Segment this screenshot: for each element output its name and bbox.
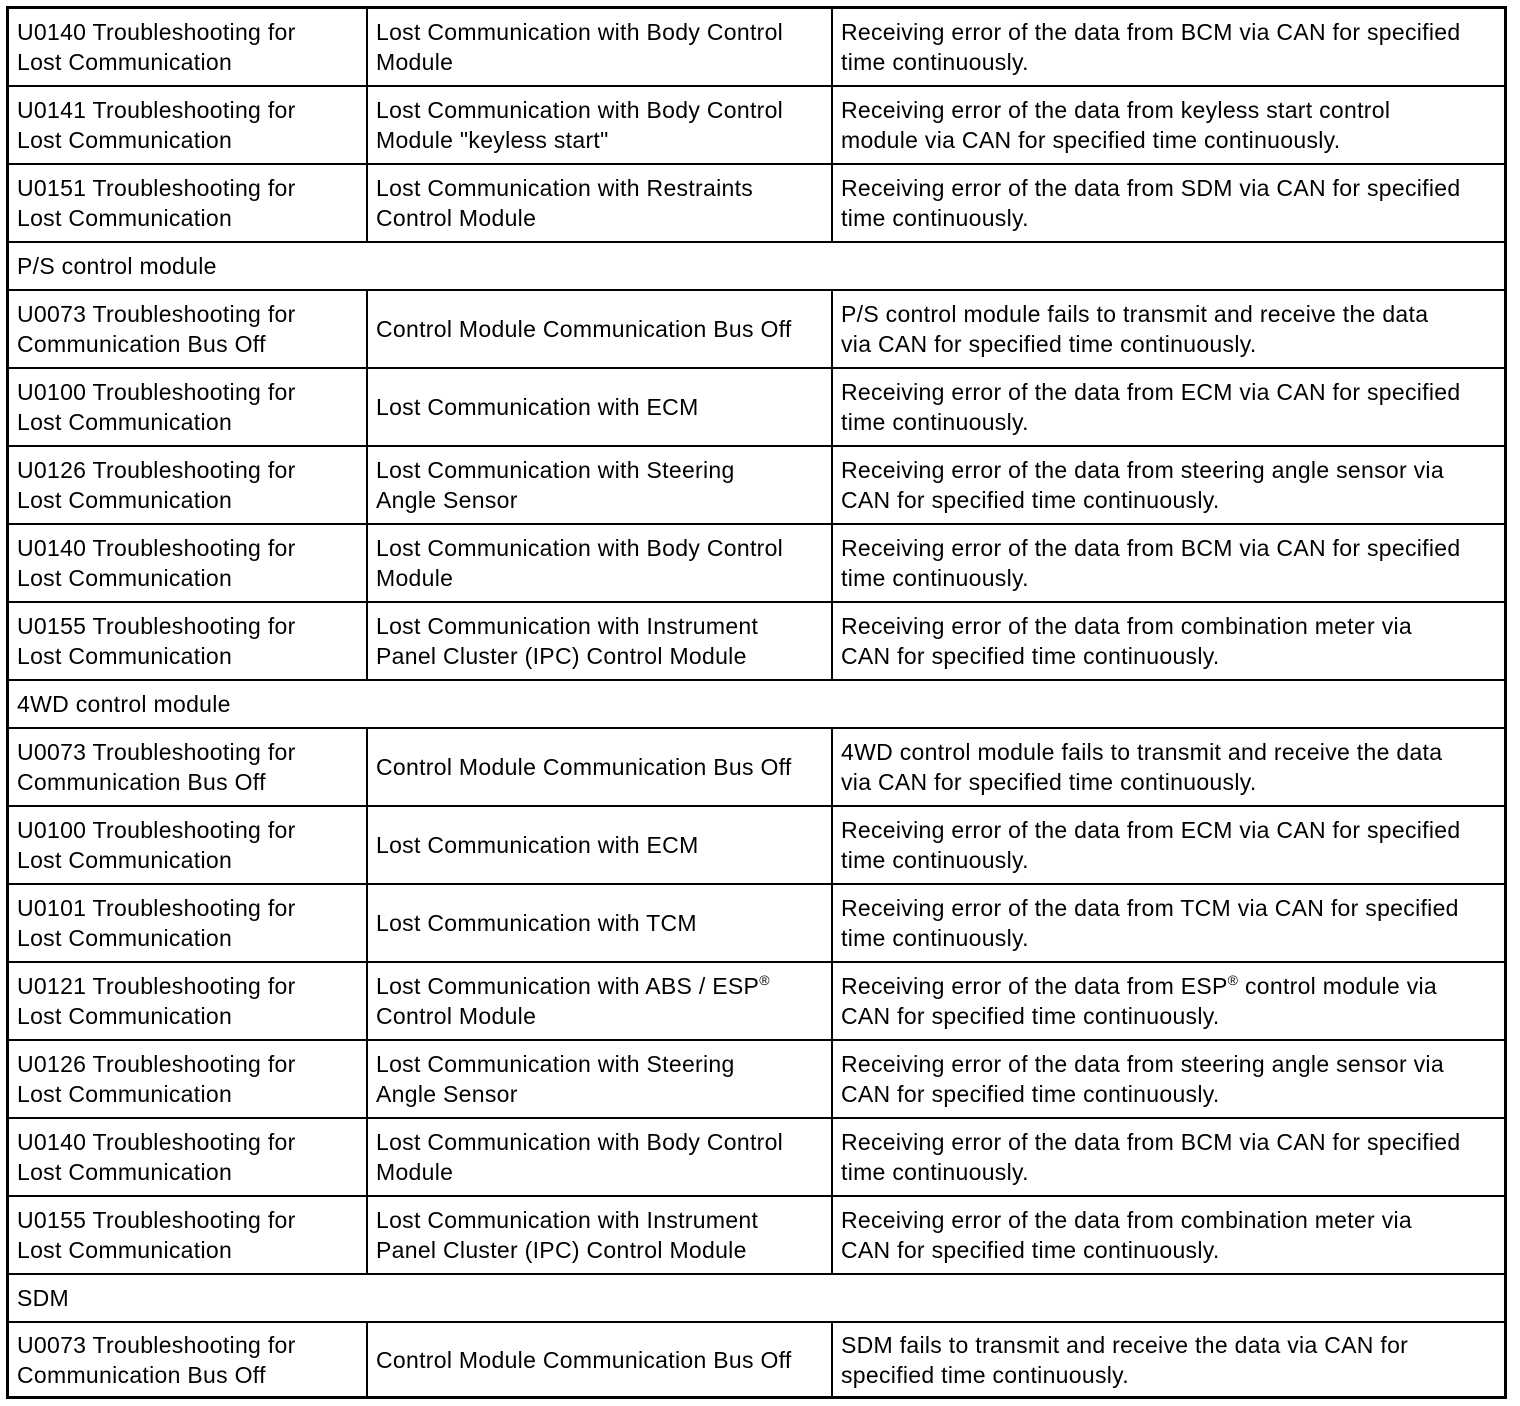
- dtc-condition: SDM fails to transmit and receive the data via CAN for specified time continuously.: [841, 1331, 1409, 1388]
- dtc-name: Control Module Communication Bus Off: [376, 316, 792, 342]
- table-row: [9, 729, 1504, 807]
- dtc-condition-cell: [833, 525, 1504, 601]
- dtc-condition-cell: [833, 1197, 1504, 1273]
- dtc-code-cell: [9, 291, 368, 367]
- dtc-condition: Receiving error of the data from TCM via CAN for specified time continuously.: [841, 895, 1459, 951]
- dtc-code-cell: [9, 963, 368, 1039]
- table-row: [9, 603, 1504, 681]
- dtc-condition-cell: [833, 807, 1504, 883]
- table-row: [9, 165, 1504, 243]
- dtc-condition-cell: [833, 1119, 1504, 1195]
- dtc-name: Lost Communication with ECM: [376, 832, 699, 858]
- dtc-code: U0121 Troubleshooting for Lost Communication: [17, 973, 296, 1029]
- dtc-name-cell: [368, 1323, 833, 1396]
- dtc-name: Control Module Communication Bus Off: [376, 1346, 792, 1373]
- dtc-code-cell: [9, 525, 368, 601]
- table-row: [9, 9, 1504, 87]
- group-header-row: [9, 243, 1504, 291]
- dtc-code: U0140 Troubleshooting for Lost Communication: [17, 19, 296, 75]
- dtc-code-cell: [9, 165, 368, 241]
- dtc-code: U0155 Troubleshooting for Lost Communication: [17, 613, 296, 669]
- table-row: [9, 369, 1504, 447]
- dtc-condition: Receiving error of the data from ESP® control module via CAN for specified time continuously.: [841, 972, 1438, 1029]
- dtc-name: Lost Communication with Body Control Module: [376, 1129, 784, 1185]
- dtc-code-cell: [9, 1197, 368, 1273]
- dtc-code: U0155 Troubleshooting for Lost Communication: [17, 1207, 296, 1263]
- dtc-condition: Receiving error of the data from ECM via CAN for specified time continuously.: [841, 817, 1461, 873]
- dtc-code-cell: [9, 87, 368, 163]
- dtc-code-cell: [9, 807, 368, 883]
- dtc-code-cell: [9, 1041, 368, 1117]
- table-row: [9, 807, 1504, 885]
- dtc-code: U0073 Troubleshooting for Communication Bus Off: [17, 1331, 296, 1388]
- dtc-condition: Receiving error of the data from steering angle sensor via CAN for specified time continuously.: [841, 457, 1444, 513]
- dtc-condition-cell: [833, 291, 1504, 367]
- table-row: [9, 447, 1504, 525]
- dtc-code-cell: [9, 729, 368, 805]
- dtc-condition: Receiving error of the data from BCM via CAN for specified time continuously.: [841, 19, 1461, 75]
- group-header-cell: [9, 1275, 1504, 1321]
- dtc-condition: 4WD control module fails to transmit and receive the data via CAN for specified time continuously.: [841, 739, 1443, 795]
- group-header-cell: [9, 243, 1504, 289]
- table-row: [9, 525, 1504, 603]
- dtc-name: Lost Communication with Body Control Module: [376, 535, 784, 591]
- dtc-condition-cell: [833, 9, 1504, 85]
- dtc-code: U0100 Troubleshooting for Lost Communication: [17, 817, 296, 873]
- dtc-name-cell: [368, 885, 833, 961]
- dtc-name: Lost Communication with Instrument Panel Cluster (IPC) Control Module: [376, 613, 759, 669]
- dtc-condition: Receiving error of the data from combination meter via CAN for specified time continuously.: [841, 613, 1413, 669]
- dtc-code: U0101 Troubleshooting for Lost Communication: [17, 895, 296, 951]
- group-label: P/S control module: [17, 253, 217, 279]
- dtc-name-cell: [368, 603, 833, 679]
- table-row: [9, 1323, 1504, 1396]
- dtc-table: [6, 6, 1507, 1399]
- dtc-name: Lost Communication with Body Control Module "keyless start": [376, 97, 784, 153]
- dtc-code: U0073 Troubleshooting for Communication Bus Off: [17, 301, 296, 357]
- table-row: [9, 885, 1504, 963]
- dtc-condition-cell: [833, 1323, 1504, 1396]
- dtc-condition: Receiving error of the data from steering angle sensor via CAN for specified time continuously.: [841, 1051, 1444, 1107]
- dtc-code-cell: [9, 369, 368, 445]
- dtc-name-cell: [368, 1119, 833, 1195]
- registered-mark: ®: [759, 972, 770, 988]
- dtc-code: U0126 Troubleshooting for Lost Communication: [17, 457, 296, 513]
- dtc-name: Lost Communication with Steering Angle Sensor: [376, 457, 735, 513]
- dtc-code: U0100 Troubleshooting for Lost Communication: [17, 379, 296, 435]
- registered-mark: ®: [1227, 972, 1239, 988]
- dtc-code-cell: [9, 447, 368, 523]
- dtc-code-cell: [9, 1323, 368, 1396]
- dtc-condition-cell: [833, 447, 1504, 523]
- dtc-code: U0073 Troubleshooting for Communication Bus Off: [17, 739, 296, 795]
- dtc-condition: Receiving error of the data from BCM via CAN for specified time continuously.: [841, 535, 1461, 591]
- dtc-condition-cell: [833, 963, 1504, 1039]
- dtc-name: Lost Communication with ABS / ESP® Control Module: [376, 972, 770, 1029]
- dtc-code: U0126 Troubleshooting for Lost Communication: [17, 1051, 296, 1107]
- dtc-code-cell: [9, 885, 368, 961]
- dtc-condition: Receiving error of the data from ECM via CAN for specified time continuously.: [841, 379, 1461, 435]
- table-row: [9, 87, 1504, 165]
- dtc-condition-cell: [833, 885, 1504, 961]
- table-row: [9, 963, 1504, 1041]
- dtc-code-cell: [9, 1119, 368, 1195]
- dtc-condition-cell: [833, 603, 1504, 679]
- dtc-name-cell: [368, 447, 833, 523]
- dtc-name-cell: [368, 87, 833, 163]
- dtc-condition: Receiving error of the data from SDM via CAN for specified time continuously.: [841, 175, 1461, 231]
- dtc-code-cell: [9, 9, 368, 85]
- dtc-condition: Receiving error of the data from keyless start control module via CAN for specified time continuously.: [841, 97, 1391, 153]
- dtc-name: Lost Communication with TCM: [376, 910, 697, 936]
- dtc-name: Lost Communication with Instrument Panel Cluster (IPC) Control Module: [376, 1207, 759, 1263]
- dtc-name: Lost Communication with Steering Angle Sensor: [376, 1051, 735, 1107]
- dtc-name: Lost Communication with ECM: [376, 394, 699, 420]
- dtc-code: U0140 Troubleshooting for Lost Communication: [17, 1129, 296, 1185]
- dtc-name-cell: [368, 525, 833, 601]
- table-row: [9, 1119, 1504, 1197]
- group-header-row: [9, 1275, 1504, 1323]
- table-row: [9, 1197, 1504, 1275]
- dtc-condition: Receiving error of the data from BCM via CAN for specified time continuously.: [841, 1129, 1461, 1185]
- dtc-name-cell: [368, 291, 833, 367]
- group-label: SDM: [17, 1285, 70, 1311]
- group-label: 4WD control module: [17, 691, 231, 717]
- table-row: [9, 1041, 1504, 1119]
- dtc-condition-cell: [833, 1041, 1504, 1117]
- dtc-condition-cell: [833, 729, 1504, 805]
- dtc-name-cell: [368, 1197, 833, 1273]
- dtc-condition-cell: [833, 165, 1504, 241]
- dtc-code: U0151 Troubleshooting for Lost Communication: [17, 175, 296, 231]
- dtc-name-cell: [368, 729, 833, 805]
- dtc-name-cell: [368, 963, 833, 1039]
- dtc-name: Lost Communication with Body Control Module: [376, 19, 784, 75]
- dtc-name-cell: [368, 807, 833, 883]
- dtc-condition-cell: [833, 369, 1504, 445]
- dtc-code: U0141 Troubleshooting for Lost Communication: [17, 97, 296, 153]
- dtc-name-cell: [368, 165, 833, 241]
- dtc-name: Control Module Communication Bus Off: [376, 754, 792, 780]
- dtc-name-cell: [368, 1041, 833, 1117]
- group-header-cell: [9, 681, 1504, 727]
- table-row: [9, 291, 1504, 369]
- dtc-code-cell: [9, 603, 368, 679]
- dtc-condition: P/S control module fails to transmit and receive the data via CAN for specified time continuously.: [841, 301, 1429, 357]
- dtc-condition: Receiving error of the data from combination meter via CAN for specified time continuously.: [841, 1207, 1413, 1263]
- dtc-code: U0140 Troubleshooting for Lost Communication: [17, 535, 296, 591]
- dtc-condition-cell: [833, 87, 1504, 163]
- dtc-name-cell: [368, 369, 833, 445]
- dtc-name: Lost Communication with Restraints Control Module: [376, 175, 754, 231]
- group-header-row: [9, 681, 1504, 729]
- dtc-name-cell: [368, 9, 833, 85]
